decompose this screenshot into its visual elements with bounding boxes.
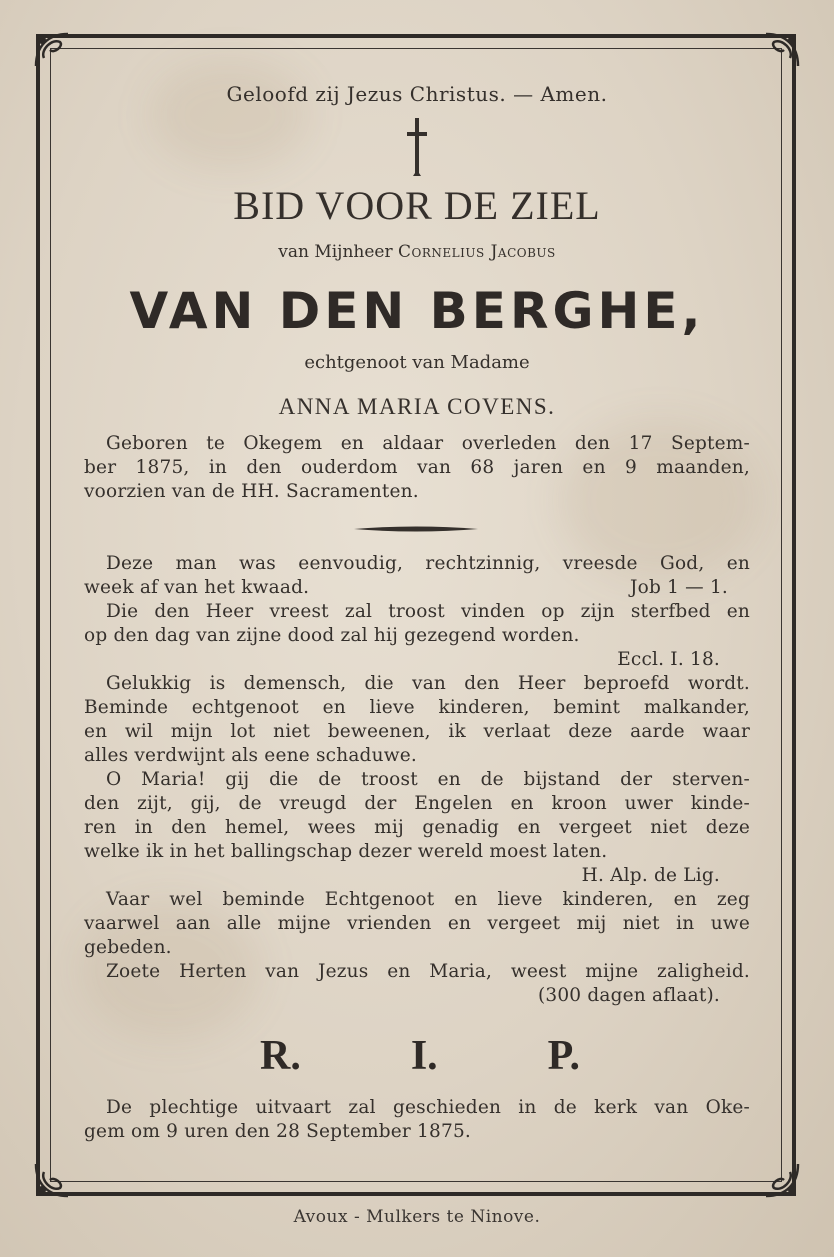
citation: (300 dagen aflaat).: [537, 985, 720, 1006]
rip-letter: P.: [547, 1033, 580, 1079]
citation: Eccl. I. 18.: [617, 649, 720, 670]
text-line: week af van het kwaad.: [84, 577, 310, 598]
deceased-surname: VAN DEN BERGHE,: [129, 282, 705, 340]
text-line: ber 1875, in den ouderdom van 68 jaren en 9 maanden,: [84, 457, 750, 478]
printer-imprint: Avoux - Mulkers te Ninove.: [293, 1207, 541, 1227]
text-line: Zoete Herten van Jezus en Maria, weest mijne zaligheid.: [106, 961, 750, 982]
flourish-corner-icon: [30, 28, 74, 72]
text-line: Geboren te Okegem en aldaar overleden den 17 Septem-: [106, 433, 750, 454]
rip-letter: I.: [410, 1033, 438, 1079]
text-line: alles verdwijnt als eene schaduwe.: [84, 745, 417, 766]
text-line: gem om 9 uren den 28 September 1875.: [84, 1121, 472, 1142]
spouse-intro: echtgenoot van Madame: [304, 352, 530, 373]
text-line: gebeden.: [84, 937, 172, 958]
text-line: Beminde echtgenoot en lieve kinderen, bemint malkander,: [84, 697, 750, 718]
text-line: O Maria! gij die de troost en de bijstand der sterven-: [106, 769, 750, 790]
text-line: voorzien van de HH. Sacramenten.: [84, 481, 419, 502]
text-line-with-cite: [84, 576, 750, 600]
text-line: Vaar wel beminde Echtgenoot en lieve kinderen, en zeg: [106, 889, 750, 910]
subtitle-line: [84, 242, 750, 262]
citation: H. Alp. de Lig.: [581, 865, 720, 886]
text-line: welke ik in het ballingschap dezer wereld moest laten.: [84, 841, 608, 862]
page-title: BID VOOR DE ZIEL: [233, 183, 601, 228]
text-line: Deze man was eenvoudig, rechtzinnig, vreesde God, en: [106, 553, 750, 574]
text-line: vaarwel aan alle mijne vrienden en vergeet mij niet in uwe: [84, 913, 750, 934]
rip-letters: [260, 1032, 580, 1080]
birth-paragraph: [84, 432, 750, 504]
text-line: en wil mijn lot niet beweenen, ik verlaat deze aarde waar: [84, 721, 750, 742]
text-line: ren in den hemel, wees mij genadig en vergeet niet deze: [84, 817, 750, 838]
rip-letter: R.: [260, 1033, 301, 1079]
latin-cross-icon: [404, 116, 430, 176]
scripture-paragraph-1: [84, 552, 750, 600]
scripture-paragraph-3: [84, 672, 750, 768]
text-line: De plechtige uitvaart zal geschieden in de kerk van Oke-: [106, 1097, 750, 1118]
prayer-paragraph: [84, 768, 750, 888]
indulgence-paragraph: [84, 960, 750, 1008]
subtitle-prefix: van Mijnheer: [278, 242, 393, 262]
text-line: Gelukkig is demensch, die van den Heer beproefd wordt.: [106, 673, 750, 694]
flourish-corner-icon: [760, 28, 804, 72]
flourish-corner-icon: [760, 1158, 804, 1202]
farewell-paragraph: [84, 888, 750, 960]
funeral-paragraph: [84, 1096, 750, 1144]
given-names: Cornelius Jacobus: [398, 242, 556, 262]
flourish-corner-icon: [30, 1158, 74, 1202]
spouse-name: ANNA MARIA COVENS.: [278, 394, 556, 419]
ornamental-rule-icon: [354, 524, 478, 534]
citation: Job 1 — 1.: [630, 577, 728, 598]
text-line: den zijt, gij, de vreugd der Engelen en kroon uwer kinde-: [84, 793, 750, 814]
text-line: op den dag van zijne dood zal hij gezegend worden.: [84, 625, 580, 646]
scripture-paragraph-2: [84, 600, 750, 672]
invocation-line: Geloofd zij Jezus Christus. — Amen.: [226, 82, 608, 106]
text-line: Die den Heer vreest zal troost vinden op zijn sterfbed en: [106, 601, 750, 622]
